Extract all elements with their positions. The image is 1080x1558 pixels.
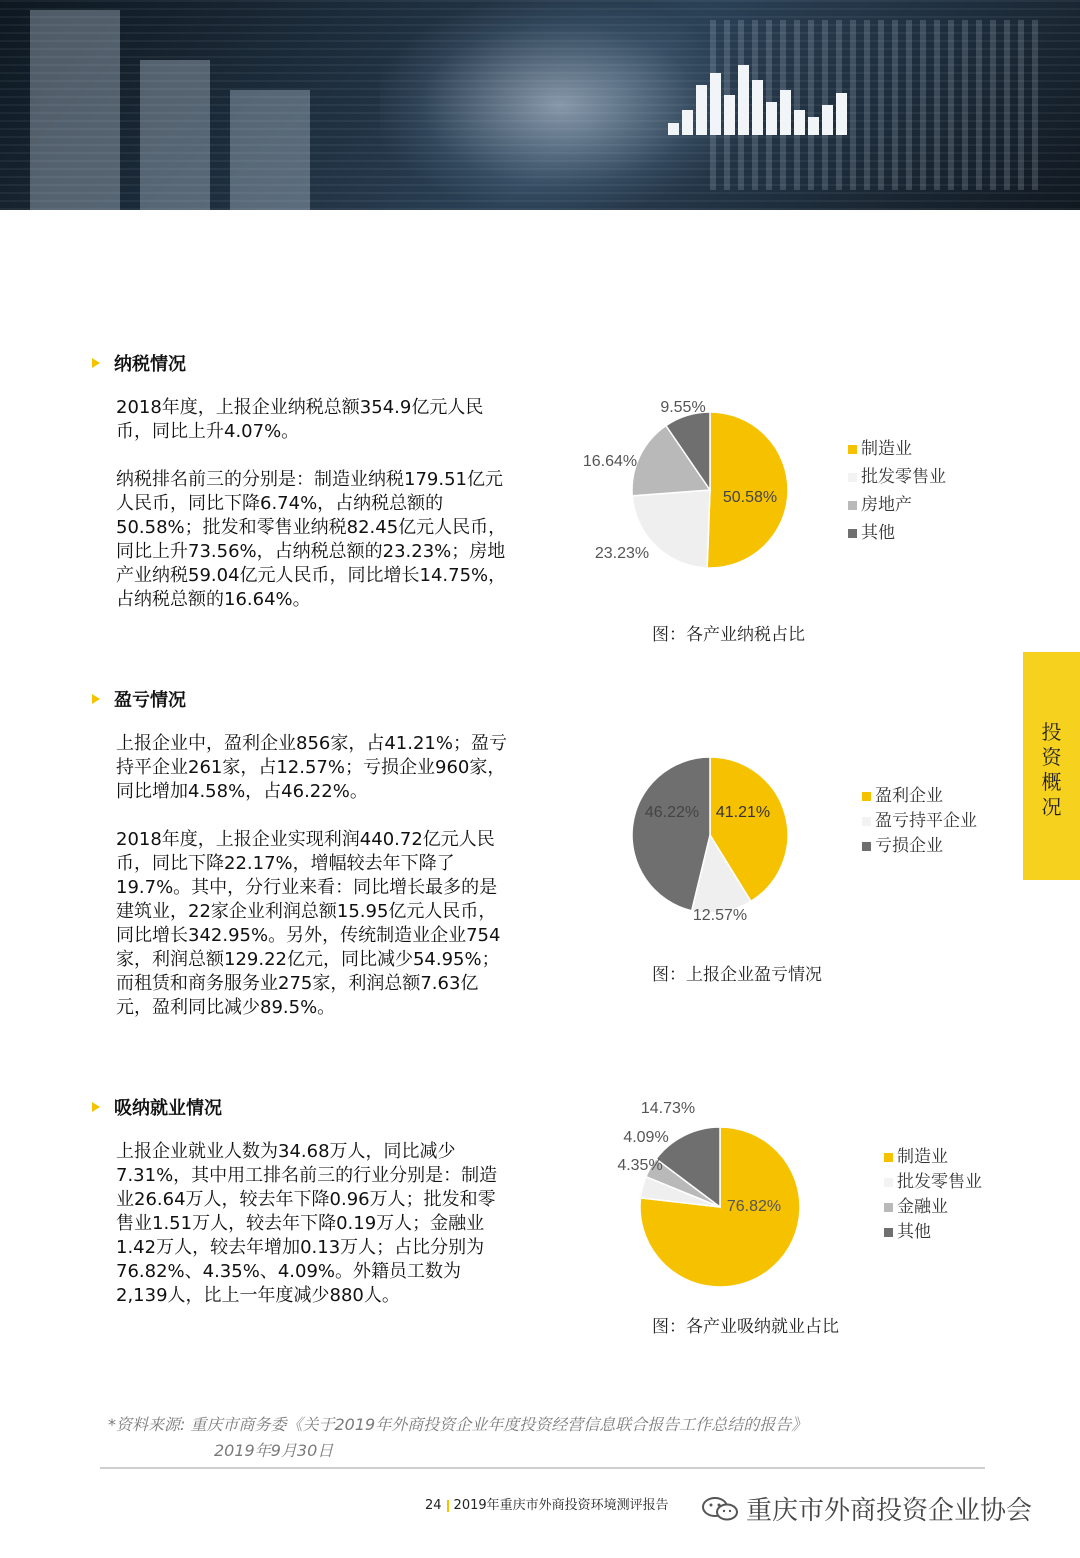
legend-item: [848, 519, 946, 547]
section-title-tax: 纳税情况: [92, 350, 186, 376]
legend-swatch: [884, 1228, 893, 1237]
page-number: 24: [425, 1498, 442, 1513]
wechat-icon: [700, 1496, 740, 1522]
bullet-triangle-icon: [92, 1102, 100, 1112]
legend-item: [848, 463, 946, 491]
chapter-side-tab: [1023, 652, 1080, 880]
side-tab-char: 况: [1041, 795, 1062, 819]
legend-item: [862, 809, 977, 834]
pie-value-label: 4.35%: [617, 1157, 663, 1174]
bullet-triangle-icon: [92, 694, 100, 704]
legend-item: [884, 1145, 982, 1170]
legend-swatch: [848, 501, 857, 510]
legend-item: [884, 1220, 982, 1245]
tax-legend: [848, 435, 946, 547]
employment-text: 上报企业就业人数为34.68万人，同比减少7.31%，其中用工排名前三的行业分别是：制造业26.64万人，较去年下降0.96万人；批发和零售业1.51万人，较去年下降0.19万人；金融业1.42万人，较去年增加0.13万人；占比分别为76.82%、4.35%、4.09%。外籍员工数为2,139人，比上一年度减少880人。: [116, 1141, 498, 1306]
legend-swatch: [884, 1153, 893, 1162]
legend-swatch: [884, 1178, 893, 1187]
org-watermark: [700, 1490, 1032, 1527]
pie-value-label: 41.21%: [715, 804, 771, 821]
pie-value-label: 50.58%: [722, 489, 778, 506]
org-name: 重庆市外商投资企业协会: [746, 1496, 1033, 1526]
legend-item: [884, 1170, 982, 1195]
section-title-profit: 盈亏情况: [92, 686, 186, 712]
side-tab-char: 资: [1041, 745, 1062, 769]
report-title: 2019年重庆市外商投资环境测评报告: [453, 1498, 669, 1513]
legend-label: 其他: [861, 523, 895, 543]
section-title-employment: 吸纳就业情况: [92, 1094, 222, 1120]
pie-value-label: 9.55%: [660, 399, 706, 416]
side-tab-char: 投: [1041, 720, 1062, 744]
legend-item: [862, 784, 977, 809]
legend-swatch: [862, 817, 871, 826]
side-tab-char: 概: [1041, 770, 1062, 794]
legend-label: 盈亏持平企业: [875, 811, 977, 831]
bullet-triangle-icon: [92, 358, 100, 368]
legend-label: 制造业: [897, 1147, 948, 1167]
page-footer: [425, 1494, 669, 1513]
legend-item: [848, 491, 946, 519]
tax-chart-caption: 图：各产业纳税占比: [652, 625, 805, 645]
legend-swatch: [862, 842, 871, 851]
pie-value-label: 14.73%: [640, 1100, 696, 1117]
legend-label: 金融业: [897, 1197, 948, 1217]
pie-value-label: 46.22%: [644, 804, 700, 821]
legend-item: [862, 834, 977, 859]
legend-label: 批发零售业: [861, 467, 946, 487]
pie-value-label: 4.09%: [623, 1129, 669, 1146]
legend-label: 盈利企业: [875, 786, 943, 806]
profit-legend: [862, 784, 977, 859]
profit-text: 上报企业中，盈利企业856家，占41.21%；盈亏持平企业261家，占12.57%；亏损企业960家，同比增加4.58%，占46.22%。 2018年度，上报企业实现利润440.72亿元人民币，同比下降22.17%，增幅较去年下降了19.7%。其中，分行业来看：同比增长最多的是建筑业，22家企业利润总额15.95亿元人民币，同比增长342.95%。另外，传统制造业企业754家，利润总额129.22亿元，同比减少54.95%；而租赁和商务服务业275家，利润总额7.63亿元，盈利同比减少89.5%。: [116, 733, 507, 1018]
legend-label: 亏损企业: [875, 836, 943, 856]
tax-text: 2018年度，上报企业纳税总额354.9亿元人民币，同比上升4.07%。 纳税排名前三的分别是：制造业纳税179.51亿元人民币，同比下降6.74%，占纳税总额的50.58%；批发和零售业纳税82.45亿元人民币，同比上升73.56%，占纳税总额的23.23%；房地产业纳税59.04亿元人民币，同比增长14.75%，占纳税总额的16.64%。: [116, 397, 507, 610]
tax-pie-chart: [560, 390, 1040, 590]
employment-chart-caption: 图：各产业吸纳就业占比: [652, 1317, 839, 1337]
legend-label: 其他: [897, 1222, 931, 1242]
bar-graphic-icon: [668, 60, 853, 135]
header-banner-image: [0, 0, 1080, 210]
footer-divider: [100, 1467, 985, 1469]
pie-value-label: 76.82%: [726, 1198, 782, 1215]
legend-swatch: [884, 1203, 893, 1212]
legend-item: [884, 1195, 982, 1220]
pie-value-label: 12.57%: [692, 907, 748, 924]
legend-label: 房地产: [861, 495, 912, 515]
legend-swatch: [848, 529, 857, 538]
legend-swatch: [862, 792, 871, 801]
pie-value-label: 16.64%: [582, 453, 638, 470]
pie-value-label: 23.23%: [594, 545, 650, 562]
legend-label: 批发零售业: [897, 1172, 982, 1192]
legend-swatch: [848, 473, 857, 482]
source-note: *资料来源: 重庆市商务委《关于2019年外商投资企业年度投资经营信息联合报告工作总结的报告》 2019年9月30日: [108, 1415, 808, 1460]
legend-item: [848, 435, 946, 463]
employment-legend: [884, 1145, 982, 1245]
legend-label: 制造业: [861, 439, 912, 459]
profit-chart-caption: 图：上报企业盈亏情况: [652, 965, 822, 985]
legend-swatch: [848, 445, 857, 454]
